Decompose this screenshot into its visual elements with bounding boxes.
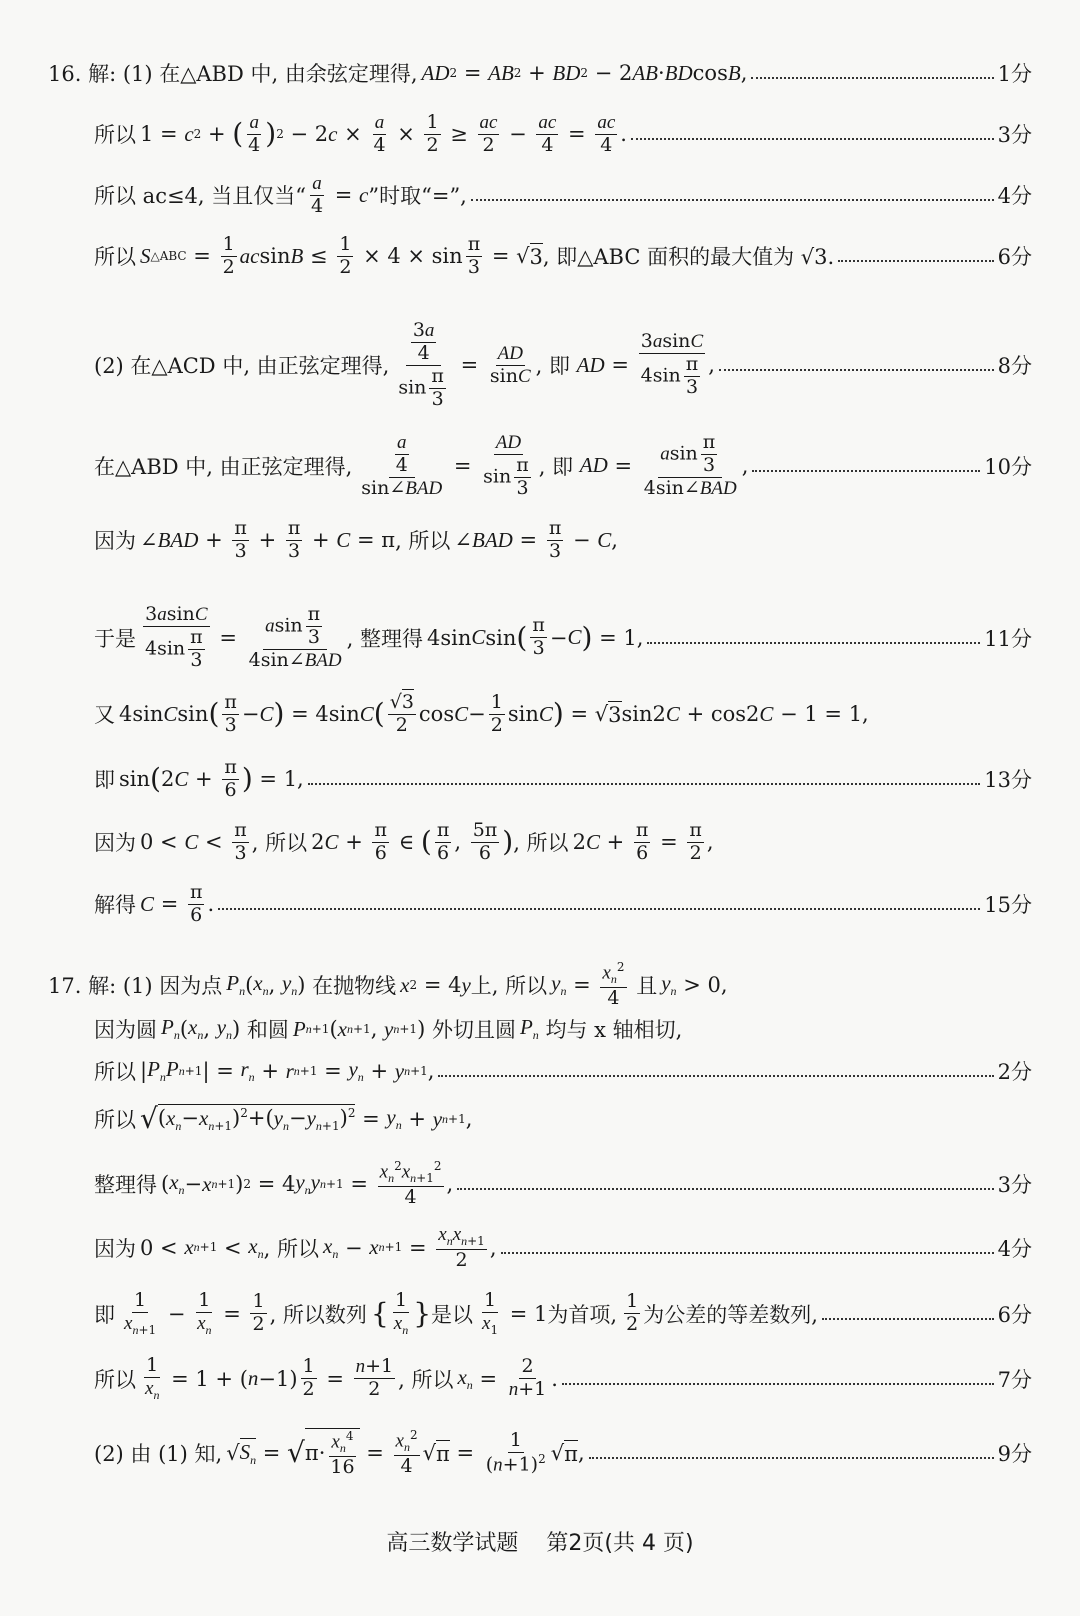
q16-line-7-text: 因为	[94, 529, 136, 554]
q17-score-7: 6分	[997, 1302, 1032, 1327]
q16-score-4: 6分	[997, 245, 1032, 270]
q17-line-2-formula-b: P n+1 ( x n+1 , y n+1 )	[292, 1016, 432, 1041]
dot-leader	[438, 1075, 993, 1077]
q17-line-7-formula-c: 1 $x_1$ = 1	[482, 1289, 548, 1337]
q17-line-1	[48, 961, 1032, 1010]
q17-line-2	[94, 1014, 1032, 1044]
q17-line-8-formula-a: 1 $x_n$ = 1 + ( n −1) 1 2 = n+1 2	[145, 1354, 394, 1402]
q17-line-8-formula-b: $x_n$ = 2 n+1 .	[457, 1355, 558, 1401]
q16-line-7-formula-a: ∠ BAD + π 3 + π 3 + C = π	[140, 517, 396, 562]
q16-line-10	[94, 757, 1032, 802]
q17-line-4	[94, 1104, 1032, 1134]
q17-line-1-text: 17. 解: (1) 因为点	[48, 974, 223, 999]
q17-line-6-formula-a: 0 < x n+1 < $x_n$	[140, 1233, 264, 1261]
q16-line-6-formula: $\frac{a}{4}$ sin∠BAD = AD sin $\frac{\pi}{3}$ , 即 AD = asin $\frac{\pi}{3}$ 4sin∠BAD ,	[361, 431, 749, 499]
dot-leader	[457, 1188, 993, 1190]
q16-line-11-formula-c: 2 C + π 6 = π 2 ,	[572, 819, 714, 864]
q16-line-5-formula: $\frac{3a}{4}$ sin $\frac{\pi}{3}$ = AD sinC , 即 AD = 3asinC 4sin $\frac{\pi}{3}$ ,	[398, 319, 715, 410]
q17-line-1-mid-3: 且	[636, 974, 658, 999]
q17-line-6-formula-b: $x_n$ − x n+1 = $x_nx_{n+1}$ 2 ,	[322, 1224, 497, 1271]
q16-line-4-post: , 即△ABC 面积的最大值为 √3.	[542, 245, 835, 270]
q17-line-1-formula-d: $y_n$ > 0,	[661, 971, 728, 999]
q17-score-5: 3分	[997, 1173, 1032, 1198]
q16-line-4-text: 所以	[94, 245, 136, 270]
q17-score-9: 9分	[997, 1442, 1032, 1467]
q17-line-5-text: 整理得	[94, 1173, 157, 1198]
q16-line-10-formula: sin ( 2 C + π 6 ) = 1,	[119, 756, 304, 801]
q16-line-9	[94, 692, 1032, 737]
q16-line-3-post: ”时取“=”,	[368, 184, 467, 209]
dot-leader	[719, 369, 994, 371]
q16-score-6: 10分	[984, 454, 1032, 479]
q16-line-11-text: 因为	[94, 831, 136, 856]
q17-line-1-mid-1: 在抛物线	[312, 974, 397, 999]
q16-line-1-formula: AD 2 = AB 2 + BD 2 − 2 AB · BD cos B ,	[421, 60, 748, 85]
footer-page-number: 第2页(共 4 页)	[546, 1531, 694, 1556]
page-footer	[0, 1526, 1080, 1557]
q16-line-4-formula: S △ABC = 1 2 ac sin B ≤ 1 2 × 4 × sin π 3 = √ 3	[140, 233, 543, 278]
dot-leader	[751, 77, 993, 79]
dot-leader	[838, 260, 993, 262]
q16-line-5	[94, 320, 1032, 410]
q16-line-3-text: 所以 ac≤4, 当且仅当“	[94, 184, 306, 209]
q17-line-7-formula-a: 1 $x_{n+1}$ − 1 $x_n$ = 1 2	[124, 1289, 265, 1337]
dot-leader	[308, 783, 981, 785]
q16-line-1-text: 16. 解: (1) 在△ABD 中, 由余弦定理得,	[48, 62, 418, 86]
q16-line-6-text: 在△ABD 中, 由正弦定理得,	[94, 454, 353, 479]
q16-line-8-text: 于是	[94, 626, 136, 651]
q17-line-7	[94, 1290, 1032, 1337]
q17-line-7-mid-1: , 所以数列	[269, 1302, 367, 1327]
dot-leader	[647, 642, 980, 644]
dot-leader	[218, 908, 980, 910]
dot-leader	[501, 1252, 994, 1254]
q16-line-12-formula: C = π 6 .	[140, 881, 215, 926]
q17-line-2-formula-c: $P_n$	[519, 1014, 539, 1043]
q16-line-12-text: 解得	[94, 893, 136, 918]
q17-line-7-text: 即	[94, 1302, 115, 1327]
q17-line-7-post: 为公差的等差数列,	[643, 1302, 818, 1327]
q17-line-6-text: 因为	[94, 1236, 136, 1261]
q16-line-11-mid-2: , 所以	[513, 831, 569, 856]
q16-line-4	[94, 234, 1032, 279]
q17-line-1-mid-2: 上, 所以	[470, 974, 548, 999]
q17-line-2-mid-2: 外切且圆	[431, 1018, 516, 1042]
q17-line-7-mid-3: 为首项,	[547, 1302, 618, 1327]
q16-line-8-formula-b: 4sin C sin ( π 3 − C ) = 1,	[426, 614, 644, 660]
q16-line-12	[94, 882, 1032, 927]
q16-score-10: 13分	[984, 768, 1032, 793]
q16-line-11-mid-1: , 所以	[251, 831, 308, 856]
q17-line-8-mid: , 所以	[398, 1367, 454, 1392]
q16-line-8-mid: , 整理得	[346, 626, 423, 651]
q17-line-1-formula-a: $P_n$ ( $x_n$ , $y_n$ )	[226, 971, 313, 999]
q16-line-6	[94, 432, 1032, 500]
q16-line-5-text: (2) 在△ACD 中, 由正弦定理得,	[94, 354, 390, 379]
dot-leader	[562, 1383, 994, 1385]
q16-line-3	[94, 173, 1032, 218]
q17-line-6	[94, 1224, 1032, 1271]
q17-line-3-text: 所以	[94, 1060, 136, 1084]
q17-line-3	[94, 1056, 1032, 1086]
q17-line-7-formula-d: 1 2	[626, 1290, 639, 1336]
q17-line-8-text: 所以	[94, 1367, 136, 1392]
q17-line-2-mid-1: 和圆	[246, 1018, 289, 1042]
dot-leader	[589, 1457, 994, 1459]
q16-line-2-formula: 1 = c 2 + ( a 4 ) 2 − 2 c × a 4 × 1 2 ≥ ac 2 − ac 4 = ac 4 .	[140, 111, 627, 156]
q17-line-1-formula-b: x 2 = 4 y	[400, 972, 471, 998]
q16-score-12: 15分	[984, 893, 1032, 918]
dot-leader	[822, 1318, 994, 1320]
q17-line-9-formula: √ $S_n$ = √ π· $\frac{x_n^4}{16}$ = $x_n^2$ 4 √ π = 1 $(n+1)^2$ √ π ,	[226, 1428, 585, 1478]
q16-line-7-formula-b: ∠ BAD = π 3 − C ,	[454, 517, 618, 562]
q17-line-7-mid-2: 是以	[431, 1302, 474, 1327]
q17-line-4-text: 所以	[94, 1108, 136, 1133]
q17-line-6-mid: , 所以	[263, 1236, 319, 1261]
q17-line-8	[94, 1355, 1032, 1402]
q17-line-7-formula-b: { 1 $x_n$ }	[370, 1289, 432, 1337]
q17-line-5-formula: ( $x_n$ − x n+1 ) 2 = 4 $y_ny$ n+1 = $x_n^2x_{n+1}^2$ 4 ,	[161, 1159, 454, 1208]
q17-line-9-text: (2) 由 (1) 知,	[94, 1442, 223, 1467]
q16-score-2: 3分	[997, 123, 1032, 148]
q17-score-8: 7分	[997, 1367, 1032, 1392]
q17-line-1-formula-c: $y_n$ = $x_n^2$ 4	[551, 960, 625, 1009]
dot-leader	[631, 138, 994, 140]
q16-line-3-formula: a 4 = c	[311, 173, 369, 217]
q16-line-7-mid: , 所以	[395, 529, 451, 554]
q17-line-9	[94, 1428, 1032, 1479]
q16-line-11	[94, 820, 1032, 865]
dot-leader	[752, 470, 980, 472]
q17-line-5	[94, 1160, 1032, 1209]
q16-line-11-formula-a: 0 < C < π 3	[140, 819, 247, 864]
q16-line-11-formula-b: 2 C + π 6 ∈ ( π 6 , 5π 6 )	[311, 819, 514, 864]
q16-line-9-formula: 4sin C sin ( π 3 − C ) = 4sin C ( √3 2 cos C − 1 2 sin C ) = √ 3 sin2 C + cos2 C − 1 = 1,	[119, 691, 869, 736]
q16-line-9-text: 又	[94, 703, 115, 728]
dot-leader	[471, 199, 994, 201]
q16-line-1	[48, 58, 1032, 88]
q17-line-2-formula-a: $P_n$ ( $x_n$ , $y_n$ )	[161, 1014, 247, 1043]
q16-line-10-text: 即	[94, 768, 115, 793]
q16-score-5: 8分	[997, 354, 1032, 379]
q16-score-3: 4分	[997, 184, 1032, 209]
q17-line-2-post: 均与 x 轴相切,	[545, 1018, 683, 1042]
q17-score-3: 2分	[997, 1060, 1032, 1084]
q17-score-6: 4分	[997, 1236, 1032, 1261]
q16-line-2	[94, 112, 1032, 157]
q16-score-8: 11分	[984, 626, 1032, 651]
q16-score-1: 1分	[997, 62, 1032, 86]
q17-line-4-formula: √ $(x_n-x_{n+1})^2+(y_n-y_{n+1})^2$ = $y_n$ + y n+1 ,	[140, 1102, 473, 1136]
q16-line-8-formula-a: 3asinC 4sin $\frac{\pi}{3}$ = asin $\frac{\pi}{3}$ 4sin∠BAD	[145, 603, 342, 671]
q17-line-2-text: 因为圆	[94, 1018, 157, 1042]
q16-line-7	[94, 518, 1032, 563]
q16-line-8	[94, 604, 1032, 672]
q16-line-2-text: 所以	[94, 123, 136, 148]
q17-line-3-formula: | $P_nP$ n+1 | = $r_n$ + r n+1 = $y_n$ + y n+1 ,	[140, 1056, 435, 1085]
footer-subject: 高三数学试题	[386, 1531, 519, 1556]
